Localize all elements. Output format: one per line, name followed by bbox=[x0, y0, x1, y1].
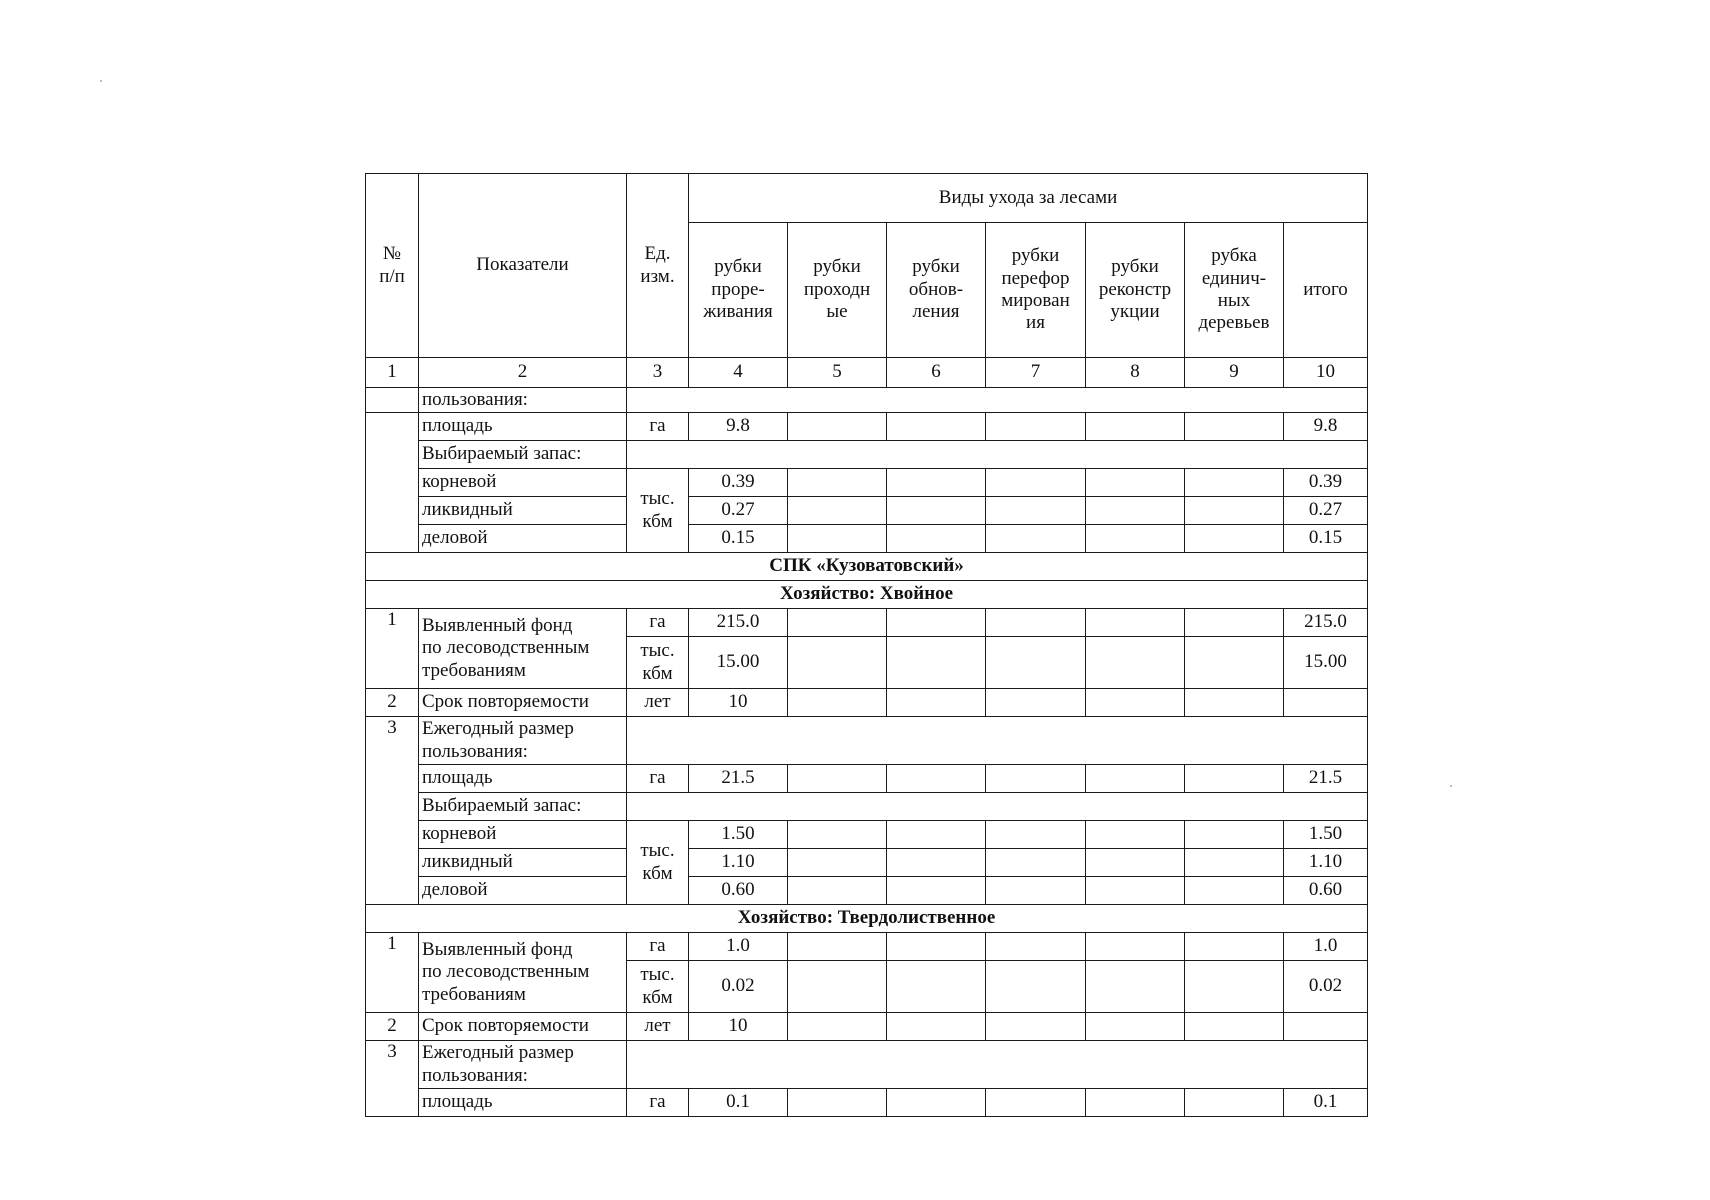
empty-cell bbox=[986, 689, 1086, 717]
empty-cell bbox=[788, 849, 887, 877]
empty-cell bbox=[887, 637, 986, 689]
row-label: корневой bbox=[419, 821, 627, 849]
empty-cell bbox=[788, 689, 887, 717]
table-row bbox=[366, 441, 1368, 469]
empty-cell bbox=[1185, 525, 1284, 553]
empty-cell bbox=[1185, 413, 1284, 441]
header-num: № п/п bbox=[366, 174, 419, 358]
empty-cell bbox=[788, 609, 887, 637]
empty-cell bbox=[1086, 765, 1185, 793]
empty-cell bbox=[1185, 469, 1284, 497]
empty-cell bbox=[627, 793, 1368, 821]
empty-cell bbox=[366, 413, 419, 553]
unit-cell: га bbox=[627, 765, 689, 793]
value-cell: 15.00 bbox=[689, 637, 788, 689]
empty-cell bbox=[1086, 877, 1185, 905]
empty-cell bbox=[1185, 497, 1284, 525]
value-cell: 10 bbox=[689, 689, 788, 717]
empty-cell bbox=[986, 609, 1086, 637]
unit-cell: тыс. кбм bbox=[627, 637, 689, 689]
column-number-row bbox=[366, 358, 1368, 388]
value-cell: 0.60 bbox=[689, 877, 788, 905]
col-number: 2 bbox=[419, 358, 627, 388]
row-number: 3 bbox=[366, 1041, 419, 1117]
empty-cell bbox=[1086, 637, 1185, 689]
empty-cell bbox=[986, 933, 1086, 961]
table-row bbox=[366, 877, 1368, 905]
value-cell: 1.10 bbox=[689, 849, 788, 877]
empty-cell bbox=[1185, 877, 1284, 905]
empty-cell bbox=[1086, 933, 1185, 961]
row-label: Ежегодный размер пользования: bbox=[419, 1041, 627, 1089]
col-number: 5 bbox=[788, 358, 887, 388]
table-row bbox=[366, 469, 1368, 497]
section-title-hardwood: Хозяйство: Твердолиственное bbox=[366, 905, 1368, 933]
unit-cell: тыс. кбм bbox=[627, 469, 689, 553]
empty-cell bbox=[788, 765, 887, 793]
empty-cell bbox=[788, 821, 887, 849]
empty-cell bbox=[788, 877, 887, 905]
table-row bbox=[366, 717, 1368, 765]
empty-cell bbox=[887, 413, 986, 441]
empty-cell bbox=[788, 525, 887, 553]
value-cell: 0.39 bbox=[689, 469, 788, 497]
empty-cell bbox=[1086, 849, 1185, 877]
col-number: 10 bbox=[1284, 358, 1368, 388]
total-cell: 0.15 bbox=[1284, 525, 1368, 553]
value-cell: 0.15 bbox=[689, 525, 788, 553]
table-row bbox=[366, 793, 1368, 821]
col-number: 4 bbox=[689, 358, 788, 388]
total-cell: 1.50 bbox=[1284, 821, 1368, 849]
row-number: 1 bbox=[366, 933, 419, 1013]
row-label: ликвидный bbox=[419, 849, 627, 877]
table-row bbox=[366, 765, 1368, 793]
value-cell: 0.27 bbox=[689, 497, 788, 525]
header-unit: Ед. изм. bbox=[627, 174, 689, 358]
value-cell: 9.8 bbox=[689, 413, 788, 441]
empty-cell bbox=[887, 933, 986, 961]
total-cell: 0.02 bbox=[1284, 961, 1368, 1013]
unit-cell: лет bbox=[627, 1013, 689, 1041]
row-number: 3 bbox=[366, 717, 419, 905]
row-label: Выбираемый запас: bbox=[419, 793, 627, 821]
empty-cell bbox=[1185, 637, 1284, 689]
table-row bbox=[366, 1041, 1368, 1089]
header-group: Виды ухода за лесами bbox=[689, 174, 1368, 223]
col-number: 7 bbox=[986, 358, 1086, 388]
empty-cell bbox=[1185, 821, 1284, 849]
table-row bbox=[366, 413, 1368, 441]
table-row bbox=[366, 525, 1368, 553]
value-cell: 1.0 bbox=[689, 933, 788, 961]
organization-title: СПК «Кузоватовский» bbox=[366, 553, 1368, 581]
empty-cell bbox=[986, 469, 1086, 497]
col-total: итого bbox=[1284, 223, 1368, 358]
section-title-conifer: Хозяйство: Хвойное bbox=[366, 581, 1368, 609]
empty-cell bbox=[1086, 689, 1185, 717]
empty-cell bbox=[1185, 1089, 1284, 1117]
empty-cell bbox=[887, 469, 986, 497]
empty-cell bbox=[366, 388, 419, 413]
unit-cell: га bbox=[627, 933, 689, 961]
row-label: ликвидный bbox=[419, 497, 627, 525]
empty-cell bbox=[788, 961, 887, 1013]
empty-cell bbox=[627, 441, 1368, 469]
empty-cell bbox=[1086, 1089, 1185, 1117]
empty-cell bbox=[1185, 689, 1284, 717]
empty-cell bbox=[986, 849, 1086, 877]
empty-cell bbox=[788, 637, 887, 689]
empty-cell bbox=[1284, 689, 1368, 717]
empty-cell bbox=[986, 765, 1086, 793]
empty-cell bbox=[1086, 413, 1185, 441]
empty-cell bbox=[887, 609, 986, 637]
total-cell: 15.00 bbox=[1284, 637, 1368, 689]
empty-cell bbox=[1086, 1013, 1185, 1041]
table-row bbox=[366, 1013, 1368, 1041]
empty-cell bbox=[986, 877, 1086, 905]
empty-cell bbox=[788, 933, 887, 961]
row-label: деловой bbox=[419, 877, 627, 905]
empty-cell bbox=[788, 1013, 887, 1041]
empty-cell bbox=[788, 413, 887, 441]
empty-cell bbox=[986, 413, 1086, 441]
section-row bbox=[366, 905, 1368, 933]
row-label: Срок повторяемости bbox=[419, 1013, 627, 1041]
total-cell: 0.39 bbox=[1284, 469, 1368, 497]
table-row bbox=[366, 821, 1368, 849]
unit-cell: тыс. кбм bbox=[627, 961, 689, 1013]
value-cell: 0.02 bbox=[689, 961, 788, 1013]
empty-cell bbox=[887, 1089, 986, 1117]
total-cell: 0.27 bbox=[1284, 497, 1368, 525]
total-cell: 215.0 bbox=[1284, 609, 1368, 637]
header-indicator: Показатели bbox=[419, 174, 627, 358]
section-row bbox=[366, 553, 1368, 581]
unit-cell: га bbox=[627, 413, 689, 441]
empty-cell bbox=[887, 525, 986, 553]
row-label: деловой bbox=[419, 525, 627, 553]
row-label: Ежегодный размер пользования: bbox=[419, 717, 627, 765]
unit-cell: га bbox=[627, 1089, 689, 1117]
empty-cell bbox=[1185, 961, 1284, 1013]
row-label: Срок повторяемости bbox=[419, 689, 627, 717]
empty-cell bbox=[1086, 469, 1185, 497]
value-cell: 0.1 bbox=[689, 1089, 788, 1117]
empty-cell bbox=[1185, 1013, 1284, 1041]
table-row bbox=[366, 497, 1368, 525]
value-cell: 1.50 bbox=[689, 821, 788, 849]
scan-speck bbox=[100, 80, 102, 82]
empty-cell bbox=[627, 1041, 1368, 1089]
empty-cell bbox=[788, 469, 887, 497]
total-cell: 21.5 bbox=[1284, 765, 1368, 793]
empty-cell bbox=[788, 497, 887, 525]
col-passage: рубки проходн ые bbox=[788, 223, 887, 358]
row-label: площадь bbox=[419, 765, 627, 793]
empty-cell bbox=[1185, 609, 1284, 637]
row-label: Выбираемый запас: bbox=[419, 441, 627, 469]
total-cell: 0.60 bbox=[1284, 877, 1368, 905]
empty-cell bbox=[1185, 849, 1284, 877]
row-label: корневой bbox=[419, 469, 627, 497]
empty-cell bbox=[1086, 609, 1185, 637]
empty-cell bbox=[887, 821, 986, 849]
empty-cell bbox=[887, 877, 986, 905]
empty-cell bbox=[887, 765, 986, 793]
empty-cell bbox=[1086, 525, 1185, 553]
total-cell: 9.8 bbox=[1284, 413, 1368, 441]
empty-cell bbox=[788, 1089, 887, 1117]
value-cell: 215.0 bbox=[689, 609, 788, 637]
scan-speck bbox=[1450, 785, 1452, 787]
empty-cell bbox=[1086, 961, 1185, 1013]
total-cell: 1.10 bbox=[1284, 849, 1368, 877]
value-cell: 10 bbox=[689, 1013, 788, 1041]
empty-cell bbox=[1185, 933, 1284, 961]
empty-cell bbox=[1185, 765, 1284, 793]
table-row bbox=[366, 388, 1368, 413]
table-row bbox=[366, 1089, 1368, 1117]
empty-cell bbox=[887, 689, 986, 717]
col-number: 9 bbox=[1185, 358, 1284, 388]
col-number: 8 bbox=[1086, 358, 1185, 388]
empty-cell bbox=[887, 1013, 986, 1041]
col-reformation: рубки перефор мирован ия bbox=[986, 223, 1086, 358]
col-single-trees: рубка единич- ных деревьев bbox=[1185, 223, 1284, 358]
table-row bbox=[366, 609, 1368, 637]
col-number: 3 bbox=[627, 358, 689, 388]
empty-cell bbox=[1086, 497, 1185, 525]
value-cell: 21.5 bbox=[689, 765, 788, 793]
unit-cell: лет bbox=[627, 689, 689, 717]
empty-cell bbox=[986, 1089, 1086, 1117]
total-cell: 0.1 bbox=[1284, 1089, 1368, 1117]
unit-cell: тыс. кбм bbox=[627, 821, 689, 905]
empty-cell bbox=[986, 821, 1086, 849]
empty-cell bbox=[986, 961, 1086, 1013]
total-cell: 1.0 bbox=[1284, 933, 1368, 961]
row-label: площадь bbox=[419, 1089, 627, 1117]
empty-cell bbox=[627, 388, 1368, 413]
col-reconstruction: рубки реконстр укции bbox=[1086, 223, 1185, 358]
empty-cell bbox=[887, 961, 986, 1013]
empty-cell bbox=[1086, 821, 1185, 849]
empty-cell bbox=[986, 1013, 1086, 1041]
empty-cell bbox=[887, 497, 986, 525]
table-row bbox=[366, 933, 1368, 961]
unit-cell: га bbox=[627, 609, 689, 637]
table-row bbox=[366, 689, 1368, 717]
table-row bbox=[366, 849, 1368, 877]
row-number: 2 bbox=[366, 1013, 419, 1041]
empty-cell bbox=[986, 637, 1086, 689]
section-row bbox=[366, 581, 1368, 609]
empty-cell bbox=[887, 849, 986, 877]
row-label: пользования: bbox=[419, 388, 627, 413]
row-number: 1 bbox=[366, 609, 419, 689]
col-number: 1 bbox=[366, 358, 419, 388]
row-number: 2 bbox=[366, 689, 419, 717]
empty-cell bbox=[986, 525, 1086, 553]
col-number: 6 bbox=[887, 358, 986, 388]
header-row bbox=[366, 174, 1368, 223]
forest-care-table bbox=[365, 173, 1368, 1117]
row-label: Выявленный фонд по лесоводственным требованиям bbox=[419, 933, 627, 1013]
empty-cell bbox=[986, 497, 1086, 525]
col-renewal: рубки обнов- ления bbox=[887, 223, 986, 358]
empty-cell bbox=[1284, 1013, 1368, 1041]
empty-cell bbox=[627, 717, 1368, 765]
row-label: площадь bbox=[419, 413, 627, 441]
col-thinning: рубки проре- живания bbox=[689, 223, 788, 358]
row-label: Выявленный фонд по лесоводственным требованиям bbox=[419, 609, 627, 689]
